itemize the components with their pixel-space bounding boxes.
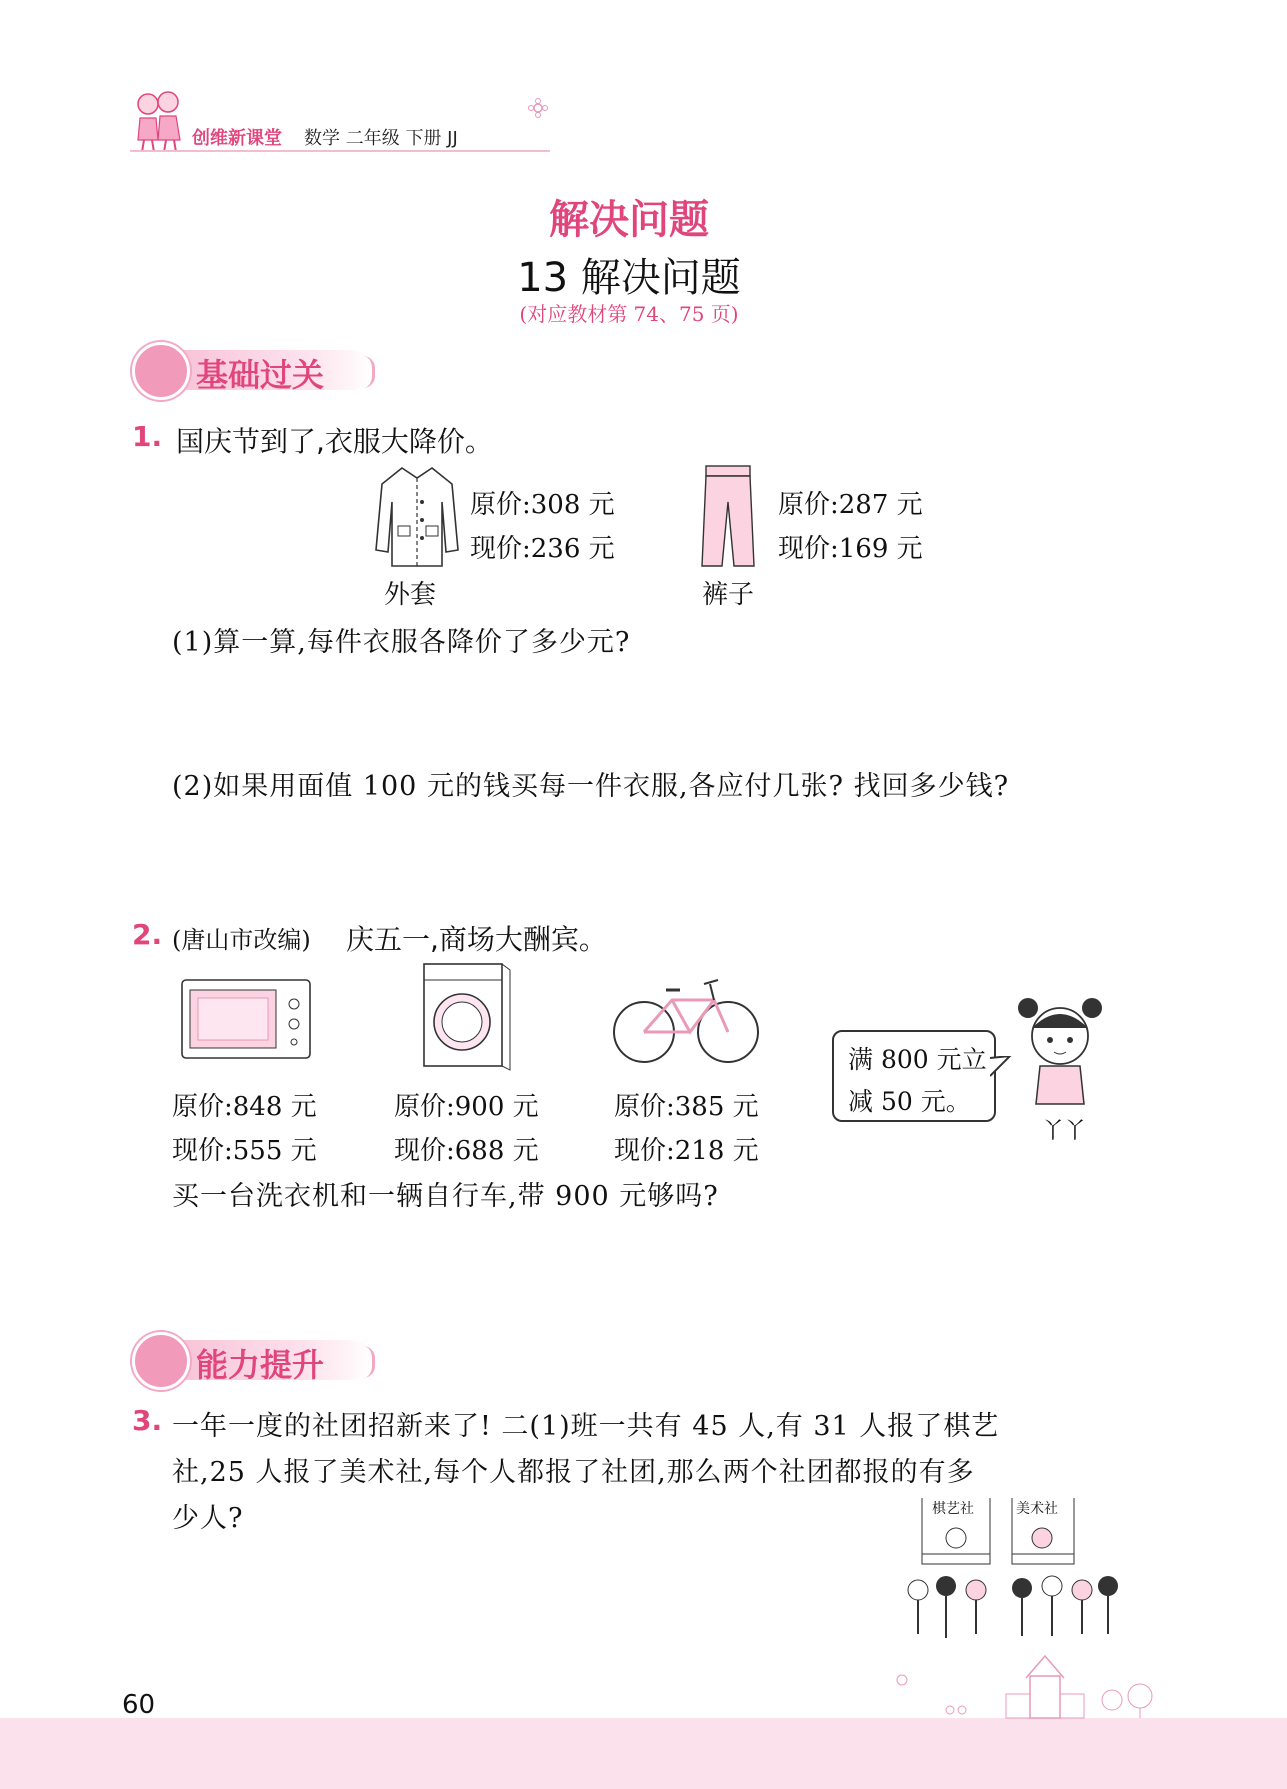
microwave-original-price: 原价:848 元 [172,1092,317,1122]
question-number: 2. [132,918,163,951]
washer-original-price: 原价:900 元 [394,1092,539,1122]
section-banner-advanced [132,1332,382,1384]
coat-current-price: 现价:236 元 [470,534,615,564]
castle-decoration-icon [890,1650,1170,1720]
pants-icon [698,462,758,570]
pants-caption: 裤子 [702,580,755,610]
bike-current-price: 现价:218 元 [614,1136,759,1166]
bubble-line-1: 满 800 元立 [848,1045,987,1074]
question-text: 庆五一,商场大酬宾。 [346,923,607,956]
chapter-title: 解决问题 [549,197,709,243]
bicycle-icon [610,970,762,1066]
header-underline [130,150,550,152]
mascot-face-icon [132,342,190,400]
washer-current-price: 现价:688 元 [394,1136,539,1166]
lesson-title: 13 解决问题 [517,255,741,301]
q3-line-2: 社,25 人报了美术社,每个人都报了社团,那么两个社团都报的有多 [172,1457,975,1488]
q2-question: 买一台洗衣机和一辆自行车,带 900 元够吗? [172,1181,719,1212]
page-number: 60 [122,1690,156,1720]
flower-icon [528,98,548,118]
footer-band [0,1718,1287,1789]
sub-question-1: (1)算一算,每件衣服各降价了多少元? [172,627,631,658]
header-brand: 创维新课堂 [192,128,282,149]
section-title-advanced: 能力提升 [196,1346,325,1384]
microwave-icon [180,976,312,1060]
q3-line-1: 一年一度的社团招新来了! 二(1)班一共有 45 人,有 31 人报了棋艺 [172,1411,1000,1442]
sub-question-2: (2)如果用面值 100 元的钱买每一件衣服,各应付几张? 找回多少钱? [172,771,1010,802]
sign-chess: 棋艺社 [932,1501,974,1517]
pants-original-price: 原价:287 元 [778,490,923,520]
bubble-line-2: 减 50 元。 [848,1087,971,1116]
lesson-reference: (对应教材第 74、75 页) [519,302,739,326]
header-mascot-icon [128,88,188,154]
sign-art: 美术社 [1016,1501,1058,1517]
speech-bubble [832,1030,996,1122]
coat-icon [372,462,462,570]
question-text: 国庆节到了,衣服大降价。 [176,425,493,458]
washing-machine-icon [420,960,512,1072]
question-number: 1. [132,420,163,453]
pants-current-price: 现价:169 元 [778,534,923,564]
girl-name: 丫丫 [1042,1119,1087,1144]
question-number: 3. [132,1404,163,1437]
header-subject: 数学 二年级 下册 JJ [304,128,458,149]
girl-icon [1010,994,1110,1106]
coat-original-price: 原价:308 元 [470,490,615,520]
microwave-current-price: 现价:555 元 [172,1136,317,1166]
bubble-tail [990,1056,1012,1080]
bike-original-price: 原价:385 元 [614,1092,759,1122]
q3-line-3: 少人? [172,1503,244,1534]
mascot-face-icon [132,1332,190,1390]
section-banner-basic [132,342,382,394]
section-title-basic: 基础过关 [196,356,325,394]
question-source: (唐山市改编) [172,926,311,954]
coat-caption: 外套 [384,580,437,610]
